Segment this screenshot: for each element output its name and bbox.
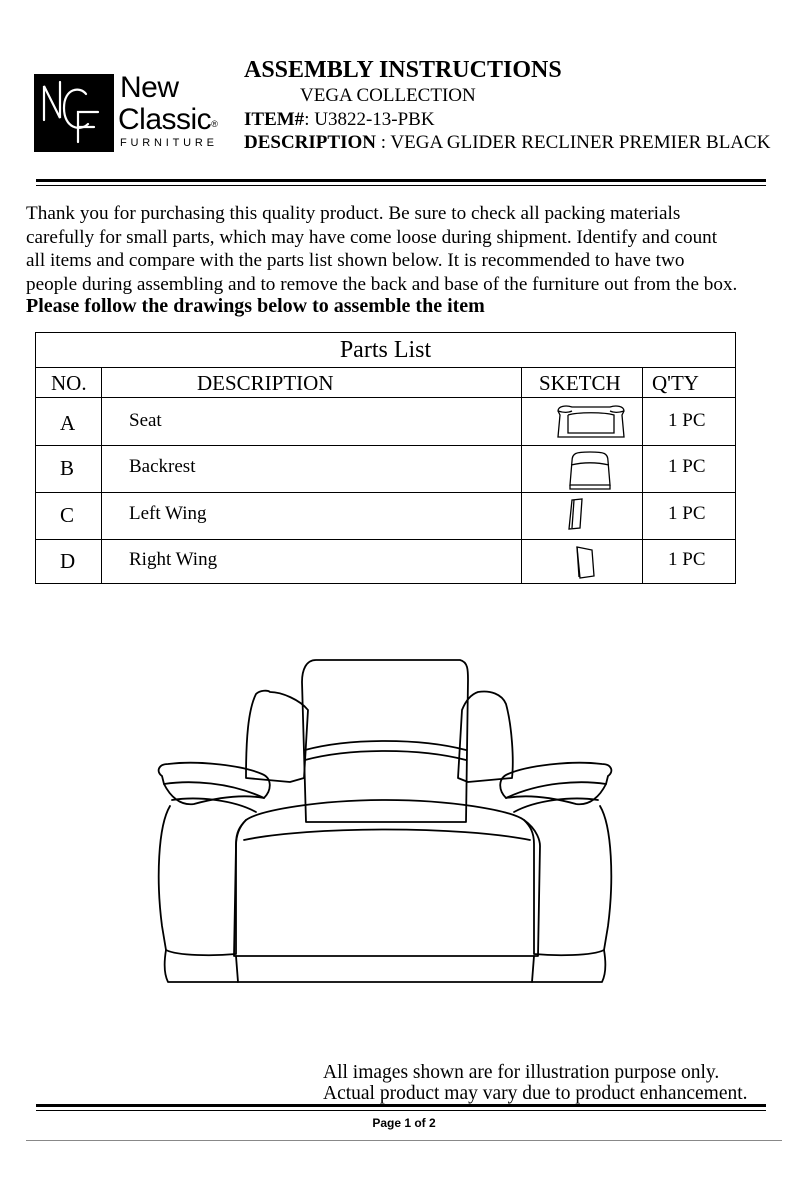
description-label: DESCRIPTION	[244, 132, 376, 153]
table-divider	[36, 539, 735, 540]
row-a-no: A	[60, 411, 76, 435]
intro-line: people during assembling and to remove the back and base of the furniture out from the box.	[26, 273, 738, 295]
item-label: ITEM#	[244, 109, 305, 130]
row-c-qty: 1 PC	[668, 503, 706, 524]
right-wing-sketch-icon	[572, 544, 598, 580]
footer-rule-thick	[36, 1104, 766, 1107]
disclaimer-line: All images shown are for illustration purpose only.	[323, 1062, 720, 1083]
document-title: ASSEMBLY INSTRUCTIONS	[244, 57, 562, 83]
table-divider	[36, 445, 735, 446]
intro-paragraph	[26, 202, 796, 296]
instruction-callout: Please follow the drawings below to assemble the item	[26, 295, 485, 317]
registered-mark: ®	[211, 119, 218, 129]
table-divider	[36, 397, 735, 398]
column-header-qty: Q'TY	[652, 371, 699, 395]
table-divider	[36, 367, 735, 368]
column-header-no: NO.	[51, 371, 87, 395]
row-d-qty: 1 PC	[668, 549, 706, 570]
left-wing-sketch-icon	[566, 497, 586, 531]
bottom-rule	[26, 1140, 782, 1141]
row-b-description: Backrest	[129, 456, 196, 477]
table-divider	[101, 367, 102, 583]
logo-text-classic	[118, 104, 217, 136]
description-value: : VEGA GLIDER RECLINER PREMIER BLACK	[375, 132, 771, 153]
seat-sketch-icon	[554, 403, 628, 441]
column-header-description: DESCRIPTION	[197, 371, 334, 395]
table-divider	[642, 367, 643, 583]
table-divider	[521, 367, 522, 583]
company-logo	[34, 72, 226, 154]
parts-list-table	[35, 332, 736, 584]
intro-line: Thank you for purchasing this quality product. Be sure to check all packing materials	[26, 203, 681, 224]
disclaimer-line: Actual product may vary due to product enhancement.	[323, 1083, 748, 1104]
recliner-chair-icon	[150, 650, 620, 990]
table-divider	[36, 492, 735, 493]
parts-list-title: Parts List	[339, 337, 432, 363]
row-d-no: D	[60, 549, 76, 573]
footer-rule-thin	[36, 1110, 766, 1111]
row-a-qty: 1 PC	[668, 410, 706, 431]
logo-text-furniture: FURNITURE	[120, 137, 218, 149]
page-number: Page 1 of 2	[372, 1116, 436, 1130]
item-description	[244, 132, 770, 154]
ncf-monogram-icon	[34, 72, 114, 152]
disclaimer	[323, 1062, 748, 1104]
header-rule-thick	[36, 179, 766, 182]
header-rule-thin	[36, 185, 766, 186]
row-d-description: Right Wing	[129, 549, 218, 570]
intro-line: all items and compare with the parts list shown below. It is recommended to have two	[26, 250, 685, 271]
row-b-no: B	[60, 456, 75, 480]
collection-name: VEGA COLLECTION	[300, 85, 476, 106]
intro-line: carefully for small parts, which may have come loose during shipment. Identify and count	[26, 226, 718, 248]
column-header-sketch: SKETCH	[539, 371, 621, 395]
row-c-description: Left Wing	[129, 503, 207, 524]
item-number	[244, 109, 435, 131]
row-c-no: C	[60, 503, 75, 527]
logo-classic-word: Classic	[118, 103, 212, 136]
logo-text-new: New	[120, 71, 179, 104]
item-value: : U3822-13-PBK	[304, 109, 435, 130]
backrest-sketch-icon	[564, 449, 616, 491]
row-a-description: Seat	[129, 410, 162, 431]
row-b-qty: 1 PC	[668, 456, 706, 477]
